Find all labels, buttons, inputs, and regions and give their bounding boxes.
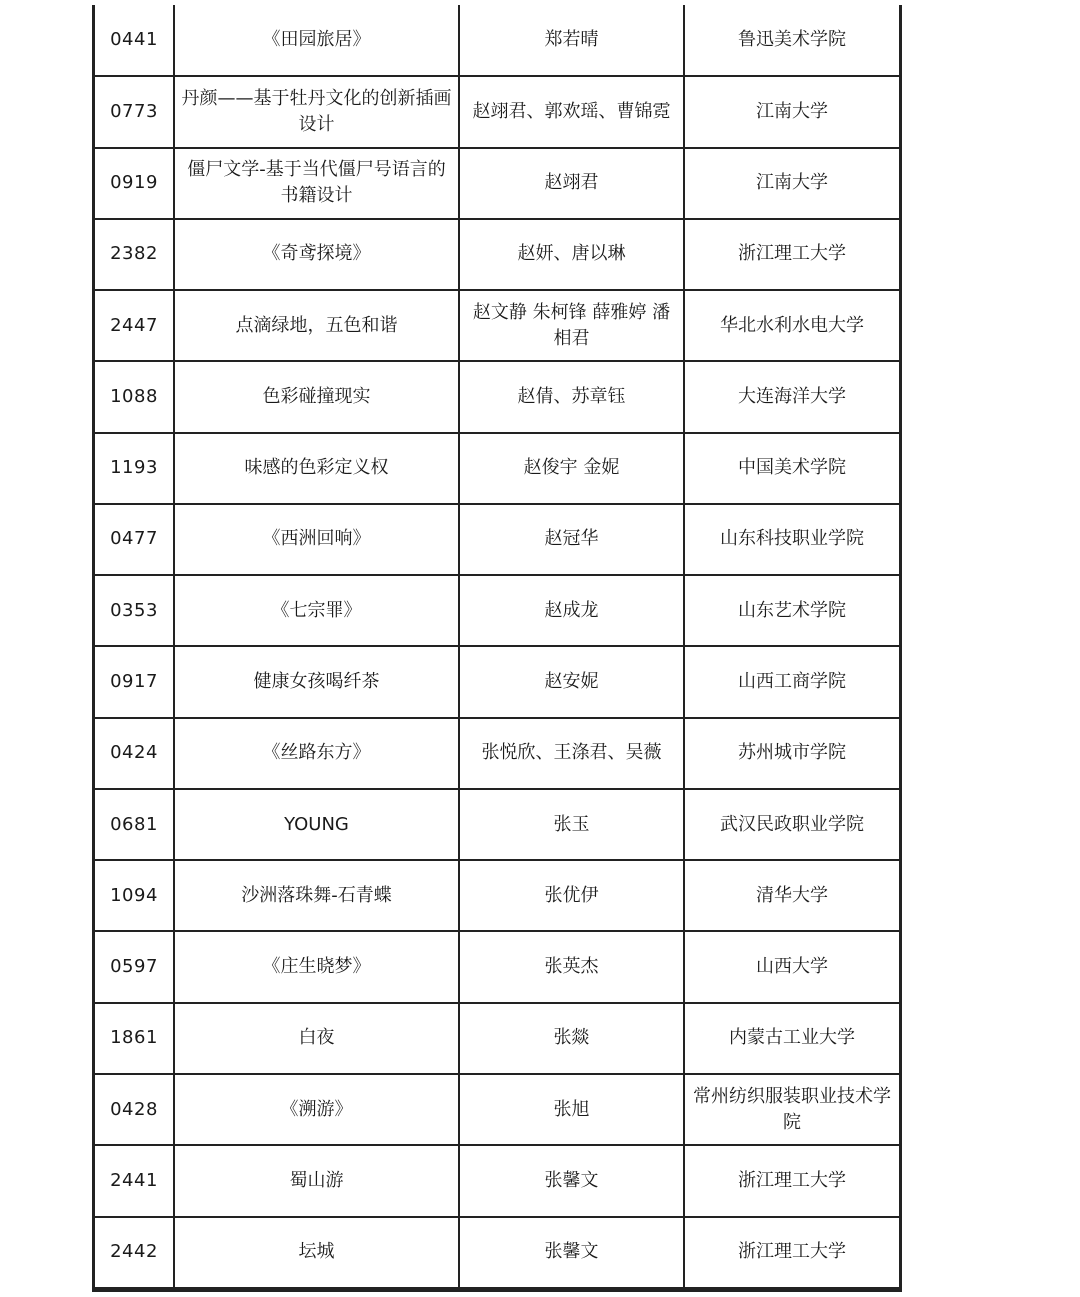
work-title-cell: 《庄生晓梦》 — [174, 931, 459, 1002]
entry-id-cell: 2441 — [95, 1145, 174, 1216]
school-cell: 苏州城市学院 — [684, 718, 899, 789]
work-title-cell: 丹颜——基于牡丹文化的创新插画设计 — [174, 76, 459, 147]
work-title-cell: 《西洲回响》 — [174, 504, 459, 575]
authors-cell: 张馨文 — [459, 1217, 684, 1288]
work-title-cell: 《丝路东方》 — [174, 718, 459, 789]
results-table-container — [92, 5, 902, 1292]
work-title-cell: 点滴绿地，五色和谐 — [174, 290, 459, 361]
school-cell: 内蒙古工业大学 — [684, 1003, 899, 1074]
authors-cell: 赵翊君 — [459, 148, 684, 219]
authors-cell: 赵倩、苏章钰 — [459, 361, 684, 432]
work-title-cell: 蜀山游 — [174, 1145, 459, 1216]
entry-id-cell: 2447 — [95, 290, 174, 361]
authors-cell: 赵翊君、郭欢瑶、曹锦霓 — [459, 76, 684, 147]
entry-id-cell: 0919 — [95, 148, 174, 219]
table-row — [95, 1003, 899, 1074]
work-title-cell: 健康女孩喝纤茶 — [174, 646, 459, 717]
table-row — [95, 433, 899, 504]
authors-cell: 张悦欣、王涤君、吴薇 — [459, 718, 684, 789]
table-row — [95, 76, 899, 147]
table-row — [95, 1217, 899, 1288]
authors-cell: 郑若晴 — [459, 5, 684, 76]
authors-cell: 张优伊 — [459, 860, 684, 931]
authors-cell: 张英杰 — [459, 931, 684, 1002]
entry-id-cell: 1094 — [95, 860, 174, 931]
results-table — [95, 5, 899, 1289]
entry-id-cell: 0477 — [95, 504, 174, 575]
table-row — [95, 789, 899, 860]
work-title-cell: 白夜 — [174, 1003, 459, 1074]
school-cell: 山西工商学院 — [684, 646, 899, 717]
table-row — [95, 219, 899, 290]
table-row — [95, 575, 899, 646]
authors-cell: 赵安妮 — [459, 646, 684, 717]
entry-id-cell: 0428 — [95, 1074, 174, 1145]
authors-cell: 赵文静 朱柯锋 薛雅婷 潘相君 — [459, 290, 684, 361]
work-title-cell: 坛城 — [174, 1217, 459, 1288]
authors-cell: 赵妍、唐以琳 — [459, 219, 684, 290]
school-cell: 鲁迅美术学院 — [684, 5, 899, 76]
table-row — [95, 931, 899, 1002]
school-cell: 中国美术学院 — [684, 433, 899, 504]
school-cell: 浙江理工大学 — [684, 1217, 899, 1288]
entry-id-cell: 0597 — [95, 931, 174, 1002]
table-row — [95, 290, 899, 361]
work-title-cell: YOUNG — [174, 789, 459, 860]
entry-id-cell: 1861 — [95, 1003, 174, 1074]
work-title-cell: 味感的色彩定义权 — [174, 433, 459, 504]
table-row — [95, 860, 899, 931]
school-cell: 江南大学 — [684, 148, 899, 219]
authors-cell: 赵俊宇 金妮 — [459, 433, 684, 504]
work-title-cell: 僵尸文学-基于当代僵尸号语言的书籍设计 — [174, 148, 459, 219]
school-cell: 华北水利水电大学 — [684, 290, 899, 361]
entry-id-cell: 1088 — [95, 361, 174, 432]
authors-cell: 赵冠华 — [459, 504, 684, 575]
authors-cell: 张旭 — [459, 1074, 684, 1145]
entry-id-cell: 0424 — [95, 718, 174, 789]
school-cell: 常州纺织服装职业技术学院 — [684, 1074, 899, 1145]
entry-id-cell: 2382 — [95, 219, 174, 290]
entry-id-cell: 0773 — [95, 76, 174, 147]
school-cell: 山东艺术学院 — [684, 575, 899, 646]
school-cell: 浙江理工大学 — [684, 1145, 899, 1216]
entry-id-cell: 2442 — [95, 1217, 174, 1288]
results-table-body — [95, 5, 899, 1288]
entry-id-cell: 0681 — [95, 789, 174, 860]
table-row — [95, 646, 899, 717]
school-cell: 山西大学 — [684, 931, 899, 1002]
work-title-cell: 色彩碰撞现实 — [174, 361, 459, 432]
work-title-cell: 沙洲落珠舞-石青蝶 — [174, 860, 459, 931]
school-cell: 武汉民政职业学院 — [684, 789, 899, 860]
entry-id-cell: 0353 — [95, 575, 174, 646]
table-row — [95, 1145, 899, 1216]
authors-cell: 张馨文 — [459, 1145, 684, 1216]
school-cell: 大连海洋大学 — [684, 361, 899, 432]
school-cell: 浙江理工大学 — [684, 219, 899, 290]
work-title-cell: 《田园旅居》 — [174, 5, 459, 76]
table-row — [95, 148, 899, 219]
entry-id-cell: 0441 — [95, 5, 174, 76]
school-cell: 山东科技职业学院 — [684, 504, 899, 575]
authors-cell: 张玉 — [459, 789, 684, 860]
table-row — [95, 718, 899, 789]
school-cell: 清华大学 — [684, 860, 899, 931]
table-row — [95, 361, 899, 432]
entry-id-cell: 1193 — [95, 433, 174, 504]
entry-id-cell: 0917 — [95, 646, 174, 717]
table-row — [95, 504, 899, 575]
authors-cell: 赵成龙 — [459, 575, 684, 646]
work-title-cell: 《溯游》 — [174, 1074, 459, 1145]
authors-cell: 张燚 — [459, 1003, 684, 1074]
school-cell: 江南大学 — [684, 76, 899, 147]
work-title-cell: 《奇鸢探境》 — [174, 219, 459, 290]
work-title-cell: 《七宗罪》 — [174, 575, 459, 646]
table-row — [95, 1074, 899, 1145]
table-row — [95, 5, 899, 76]
